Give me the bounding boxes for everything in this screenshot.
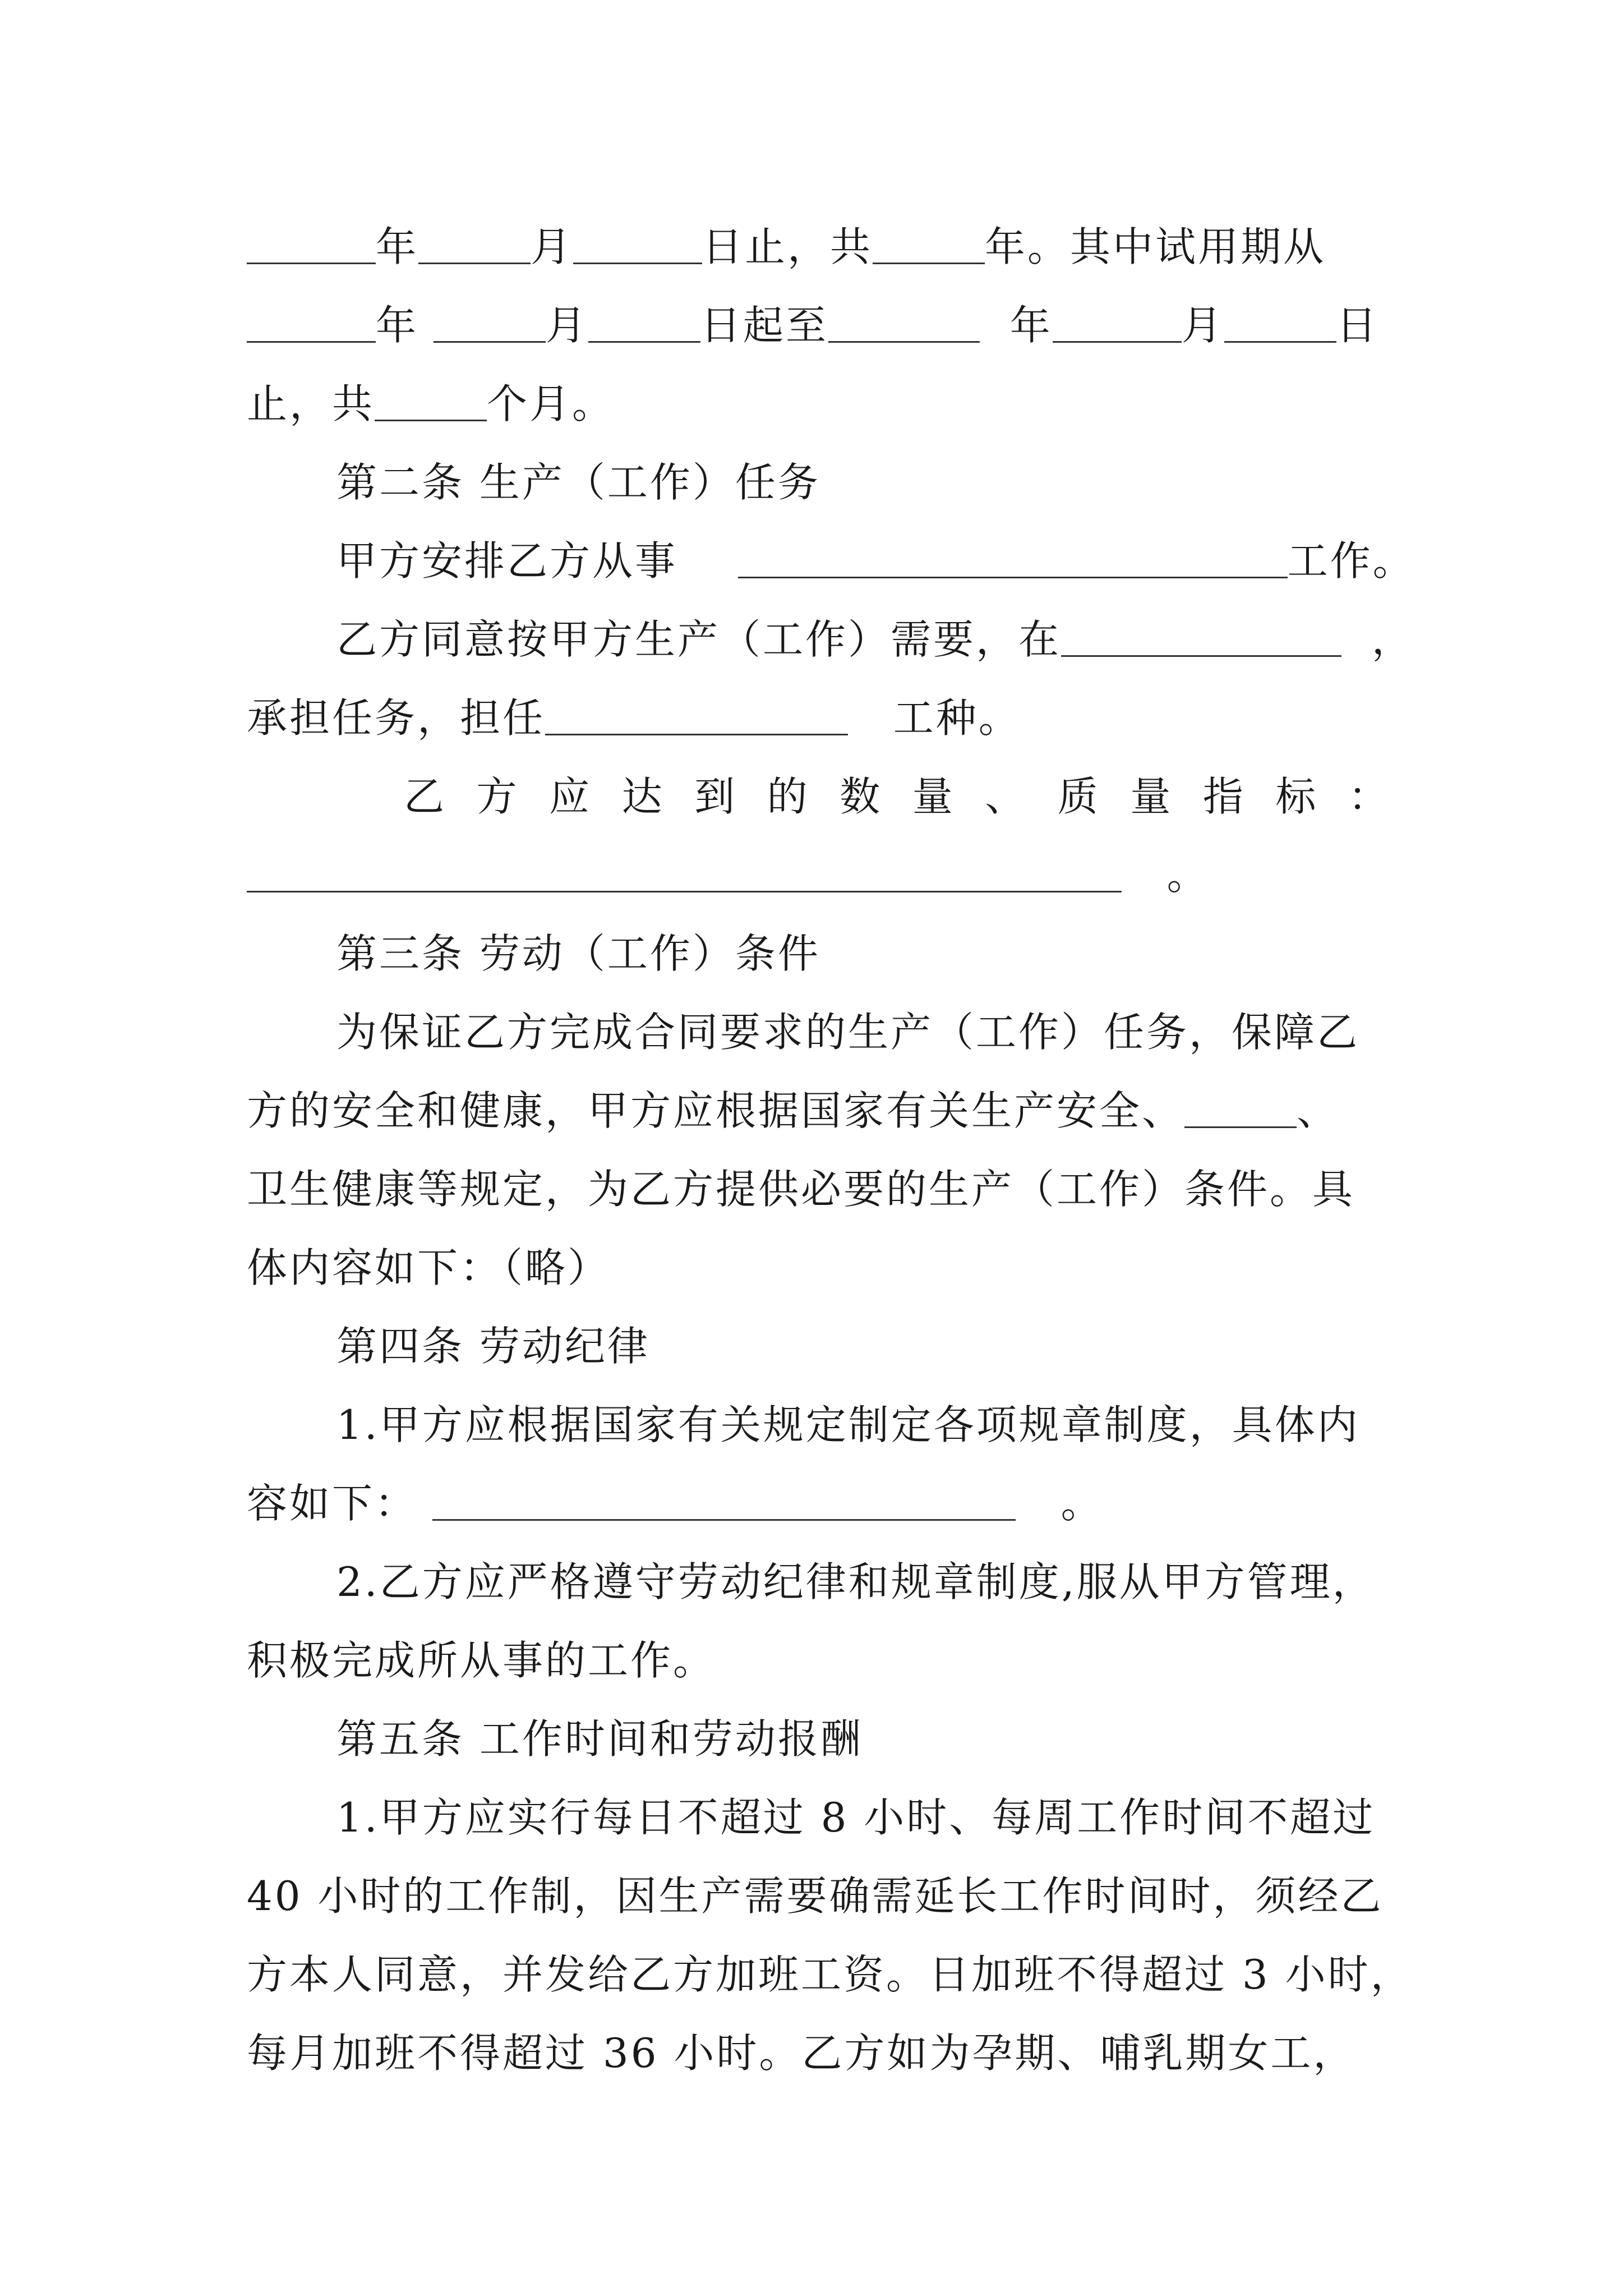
text: 。 [1061,1480,1104,1527]
text: 工种。 [893,694,1021,742]
text: 工作。 [1287,537,1415,585]
text: 承担任务，担任 [247,694,546,742]
quota-blank[interactable] [247,847,1122,892]
term-period-line [247,208,1391,286]
location-blank[interactable] [1061,611,1341,657]
rules-blank[interactable] [432,1475,1016,1521]
paragraph-line: 积极完成所从事的工作。 [247,1637,716,1684]
text: 、 [1297,1087,1340,1134]
char: 质 [1057,773,1100,820]
paragraph-line: 方本人同意，并发给乙方加班工资。日加班不得超过 3 小时， [247,1951,1413,1998]
paragraph-line: 2.乙方应严格遵守劳动纪律和规章制度,服从甲方管理， [336,1558,1375,1605]
text: 。 [1166,852,1210,899]
text: 个月。 [487,380,615,427]
text: 容如下： [247,1480,418,1527]
quota-line [247,757,1391,836]
probation-start-month-blank[interactable] [434,297,546,343]
article-4-heading: 第四条 劳动纪律 [336,1323,650,1370]
probation-months-blank[interactable] [375,376,487,421]
safety-blank[interactable] [1184,1083,1297,1128]
char: 标 [1275,773,1318,820]
probation-end-year-blank[interactable] [828,297,980,343]
article-3-heading: 第三条 劳动（工作）条件 [336,930,820,977]
paragraph-line: 1.甲方应实行每日不超过 8 小时、每周工作时间不超过 [336,1794,1376,1841]
probation-end-day-blank[interactable] [1224,297,1336,343]
char: 指 [1202,773,1246,820]
char: 到 [694,773,737,820]
char: 应 [549,773,592,820]
year-blank[interactable] [247,219,376,264]
text: 年 [376,302,419,349]
paragraph-line: 卫生健康等规定，为乙方提供必要的生产（工作）条件。具 [247,1166,1355,1213]
probation-months-line [247,365,1391,443]
probation-start-day-blank[interactable] [588,297,700,343]
char: 量 [1130,773,1173,820]
paragraph-line: 体内容如下：（略） [247,1244,611,1291]
paragraph-line [247,1071,1391,1150]
text: 日止，共 [702,223,873,270]
text: 年 [1009,302,1053,349]
text: ， [1371,616,1414,663]
char: 方 [476,773,519,820]
char: 达 [621,773,665,820]
agreement-line [247,600,1481,679]
paragraph-line: 为保证乙方完成合同要求的生产（工作）任务，保障乙 [336,1009,1360,1056]
paragraph-line: 40 小时的工作制，因生产需要确需延长工作时间时，须经乙 [247,1872,1384,1920]
text: 年 [376,223,419,270]
assignment-line [247,522,1481,600]
position-blank[interactable] [545,690,848,735]
text: 止，共 [247,380,375,427]
month-blank[interactable] [418,219,531,264]
text: 月 [1181,302,1224,349]
years-total-blank[interactable] [873,219,985,264]
char: 乙 [404,773,447,820]
char: 数 [840,773,883,820]
probation-start-year-blank[interactable] [247,297,376,343]
text: 月 [531,223,574,270]
article-2-heading: 第二条 生产（工作）任务 [336,459,820,506]
rules-line [247,1464,1391,1543]
text: 甲方安排乙方从事 [336,537,678,585]
probation-end-month-blank[interactable] [1053,297,1182,343]
text: 日起至 [700,302,828,349]
probation-line [247,286,1391,365]
char: ： [1348,773,1391,820]
quota-blank-line [247,836,1391,914]
char: 的 [767,773,810,820]
work-type-blank[interactable] [738,533,1288,578]
char: 量 [912,773,955,820]
day-blank[interactable] [573,219,702,264]
char: 、 [985,773,1028,820]
text: 年。其中试用期从 [985,223,1326,270]
paragraph-line: 1.甲方应根据国家有关规定制定各项规章制度，具体内 [336,1401,1360,1448]
text: 方的安全和健康，甲方应根据国家有关生产安全、 [247,1087,1185,1134]
article-5-heading: 第五条 工作时间和劳动报酬 [336,1715,863,1763]
paragraph-line: 每月加班不得超过 36 小时。乙方如为孕期、哺乳期女工， [247,2030,1356,2077]
text: 月 [545,302,588,349]
job-line [247,679,1391,757]
text: 日 [1336,302,1379,349]
text: 乙方同意按甲方生产（工作）需要，在 [336,616,1062,663]
